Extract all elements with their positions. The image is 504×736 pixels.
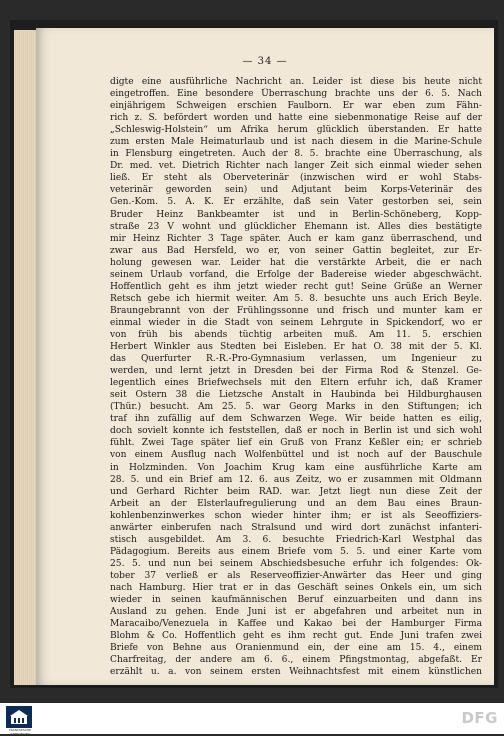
text-line: 25. 5. und nun bei seinem Abschiedsbesuche erfuhr ich folgendes: Ok- xyxy=(110,558,482,569)
text-line: fühlt. Zwei Tage später lief ein Gruß von Franz Keßler ein; er schrieb xyxy=(110,438,482,449)
text-line: Hoffentlich geht es ihm jetzt wieder recht gut! Seine Grüße an Werner xyxy=(110,281,482,292)
page-number: — 34 — xyxy=(242,56,288,67)
text-line: doch sovielt konnte ich feststellen, daß er noch in Berlin ist und sich wohl xyxy=(110,426,482,437)
text-line: seit Ostern 38 die Lietzsche Anstalt in Haubinda bei Hildburghausen xyxy=(110,390,482,401)
text-line: nach Hamburg. Hier trat er in das Geschäft seines Onkels ein, um sich xyxy=(110,582,482,593)
dfg-logo: DFG xyxy=(461,709,498,727)
footer-bar xyxy=(0,703,504,734)
text-line: „Schleswig-Holstein“ um Afrika herum glücklich überstanden. Er hatte xyxy=(110,125,482,136)
text-line: traf ihn zufällig auf dem Schwarzen Wege. Wir beide hatten es eilig, xyxy=(110,414,482,425)
text-line: in Flensburg eingetreten. Auch der 8. 5. brachte eine Überraschung, als xyxy=(110,149,482,160)
text-line: wieder in seinen kaufmännischen Beruf einzuarbeiten und dann ins xyxy=(110,595,482,606)
text-line: digte eine ausführliche Nachricht an. Leider ist diese bis heute nicht xyxy=(110,77,482,87)
text-line: seinem Urlaub vorfand, die Erfolge der Badereise wieder abgeschwächt. xyxy=(110,269,482,280)
text-line: Ausland zu gehen. Ende Juni ist er abgefahren und arbeitet nun in xyxy=(110,607,482,618)
text-line: einmal wieder in die Stadt von seinem Lehrgute in Spickendorf, wo er xyxy=(110,317,482,328)
text-line: Charfreitag, der andere am 6. 6., einem Pfingstmontag, abgefaßt. Er xyxy=(110,655,482,666)
text-line: 28. 5. und ein Brief am 12. 6. aus Zeitz, wo er zusammen mit Oldmann xyxy=(110,474,482,485)
text-line: das Querfurter R.-R.-Pro-Gymnasium verlassen, um Ingenieur zu xyxy=(110,354,482,365)
text-line: werden, und lernt jetzt in Dresden bei der Firma Rod & Stenzel. Ge- xyxy=(110,366,482,377)
text-line: Arbeit an der Elsterlaufregulierung und an dem Bau eines Braun- xyxy=(110,498,482,509)
text-line: kohlenbenzinwerkes schon wieder hinter ihm; er ist als Seeoffiziers- xyxy=(110,510,482,521)
text-line: Herbert Winkler aus Stedten bei Eisleben. Er hat O. 38 mit der 5. Kl. xyxy=(110,342,482,353)
francke-logo-icon xyxy=(6,706,32,728)
logo-caption: FRANCKESCHE STIFTUNGEN xyxy=(8,728,32,736)
body-text xyxy=(110,76,482,678)
text-line: von früh bis abends tüchtig arbeiten muß. Am 11. 5. erschien xyxy=(110,329,482,340)
text-line: Pädagogium. Bereits aus einem Briefe vom 5. 5. und einer Karte vom xyxy=(110,546,482,557)
text-line: Dr. med. vet. Dietrich Richter nach langer Zeit sich einmal wieder sehen xyxy=(110,161,482,172)
text-line: Gen.-Kom. 5. A. K. Er erzählte, daß sein Vater gestorben sei, sein xyxy=(110,197,482,208)
text-line: Maracaibo/Venezuela in Kaffee und Kakao bei der Hamburger Firma xyxy=(110,619,482,630)
text-line: einjährigem Schweigen erschien Faulborn. Er war eben zum Fähn- xyxy=(110,101,482,112)
text-line: Retsch gebe ich hiermit weiter. Am 5. 8. besuchte uns auch Erich Beyle. xyxy=(110,293,482,304)
text-line: stisch ausgebildet. Am 3. 6. besuchte Friedrich-Karl Westphal das xyxy=(110,534,482,545)
text-line: und Gerhard Richter beim RAD. war. Jetzt liegt nun diese Zeit der xyxy=(110,486,482,497)
text-line: in Holzminden. Von Joachim Krug kam eine ausführliche Karte am xyxy=(110,462,482,473)
text-line: zum ersten Male Heimaturlaub und ist nach diesem in die Marine-Schule xyxy=(110,137,482,148)
text-line: mir Heinz Richter 3 Tage später. Auch er kam ganz überraschend, und xyxy=(110,233,482,244)
text-line: (Thür.) besucht. Am 25. 5. war Georg Marks in den Stiftungen; ich xyxy=(110,402,482,413)
text-line: eingetroffen. Eine besondere Überraschung brachte uns der 6. 5. Nach xyxy=(110,89,482,100)
text-line: anwärter einberufen nach Stralsund und wird dort zunächst infanteri- xyxy=(110,522,482,533)
text-line: holung gewesen war. Leider hat die verstärkte Arbeit, die er nach xyxy=(110,257,482,268)
text-line: erzählt u. a. von seinem ersten Weihnachtsfest mit einem künstlichen xyxy=(110,667,482,678)
text-line: tober 37 verließ er als Reserveoffizier-Anwärter das Heer und ging xyxy=(110,570,482,581)
text-line: Briefe von Behne aus Oranienmund ein, der eine am 15. 4., einem xyxy=(110,643,482,654)
text-line: Bruder Heinz Bankbeamter ist und in Berlin-Schöneberg, Kopp- xyxy=(110,209,482,220)
text-line: rich z. S. befördert worden und hatte eine siebenmonatige Reise auf der xyxy=(110,113,482,124)
text-line: zwar aus Bad Hersfeld, wo er, von seiner Gattin begleitet, zur Er- xyxy=(110,245,482,256)
text-line: von einem Ausflug nach Wolfenbüttel und ist noch auf der Bauschule xyxy=(110,450,482,461)
text-line: legentlich eines Briefwechsels mit den Eltern erfuhr ich, daß Kramer xyxy=(110,378,482,389)
text-line: ließ. Er steht als Oberveterinär (inzwischen wird er wohl Stabs- xyxy=(110,173,482,184)
text-line: Braungebrannt von der Frühlingssonne und frisch und munter kam er xyxy=(110,305,482,316)
page-edges xyxy=(14,30,37,685)
text-line: straße 23 V wohnt und glücklicher Ehemann ist. Alles dies bestätigte xyxy=(110,221,482,232)
text-line: veterinär geworden sein) und Adjutant beim Korps-Veterinär des xyxy=(110,185,482,196)
text-line: Blohm & Co. Hoffentlich geht es ihm recht gut. Ende Juni trafen zwei xyxy=(110,631,482,642)
